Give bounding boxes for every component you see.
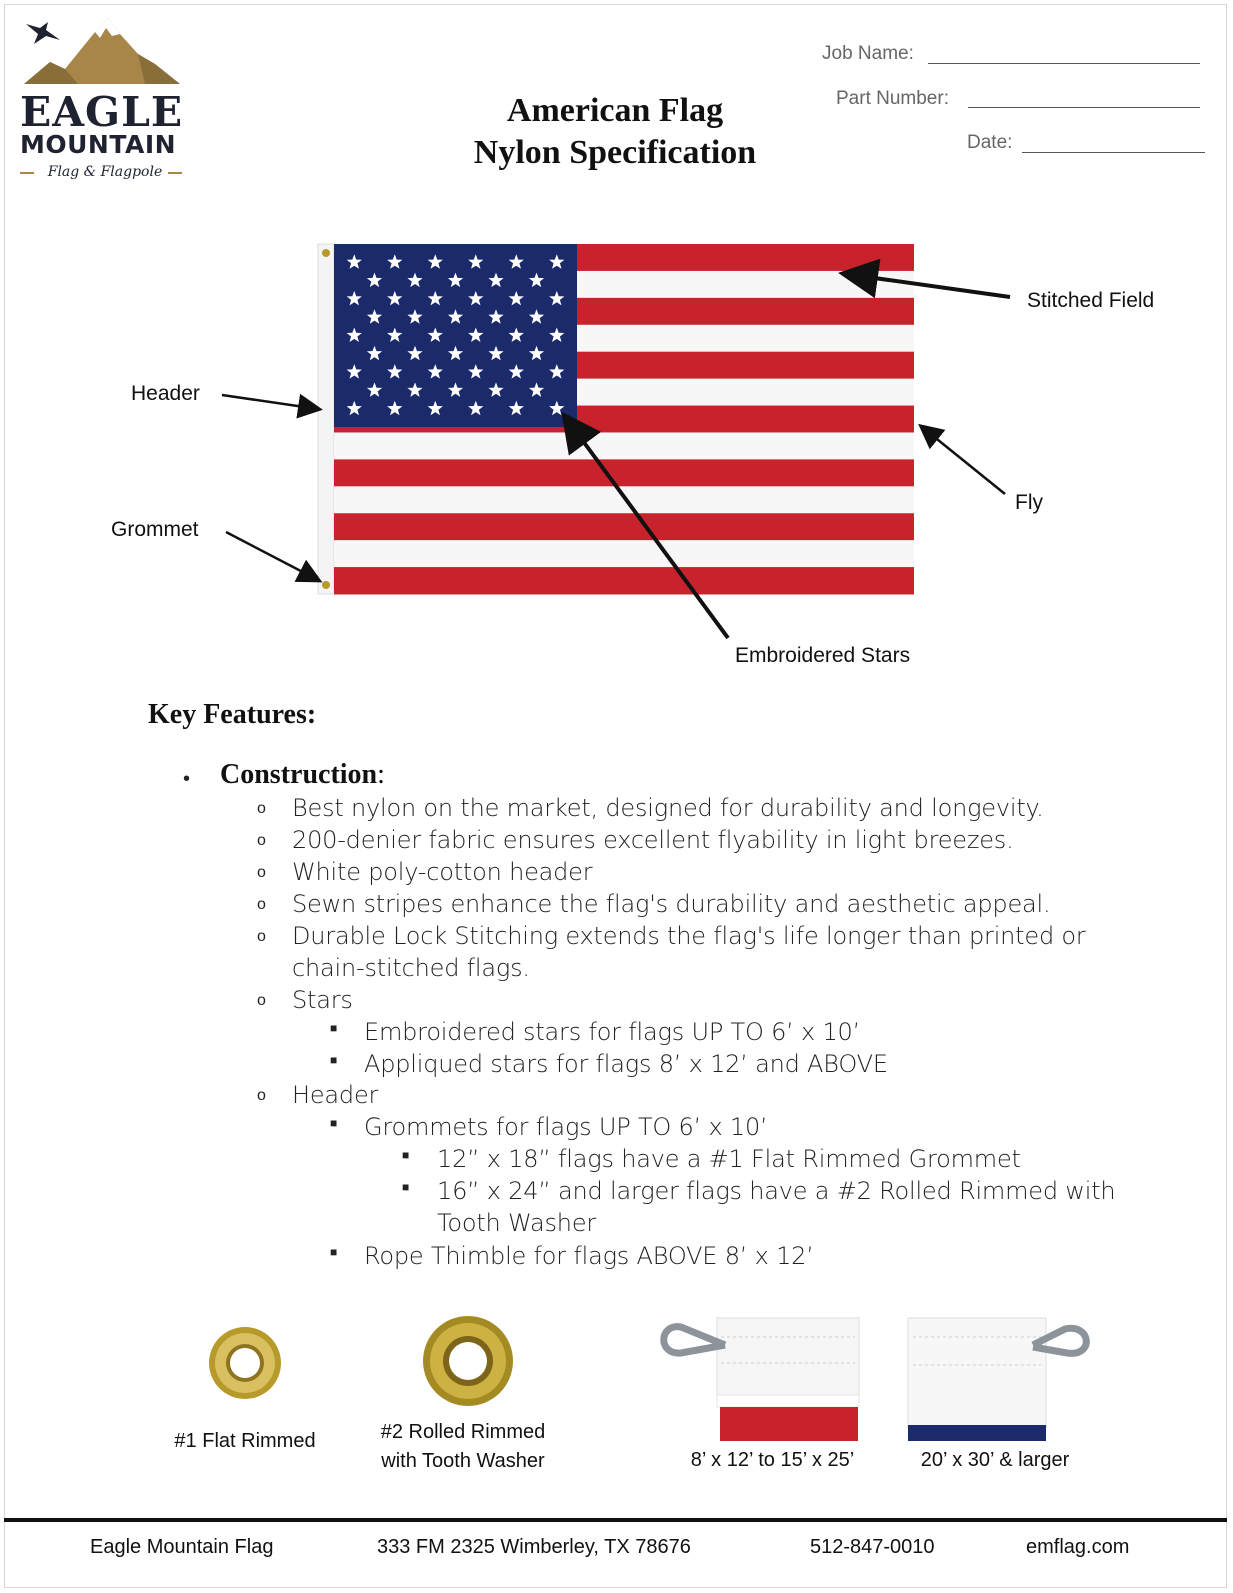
bullet-square: ■ — [330, 1116, 338, 1130]
header-item: Rope Thimble for flags ABOVE 8’ x 12’ — [364, 1242, 814, 1270]
thimble-large-flag-icon — [905, 1315, 1100, 1441]
flag-stripe — [334, 567, 914, 594]
logo-tagline: Flag & Flagpole — [47, 164, 163, 180]
flag-stripe — [334, 540, 914, 567]
flag-header-strip — [318, 244, 334, 594]
bullet-circle: o — [257, 800, 266, 817]
bullet-square: ■ — [330, 1021, 338, 1035]
grommet-item: 16” x 24” and larger flags have a #2 Rolled Rimmed with — [437, 1177, 1116, 1205]
rolled-rimmed-caption-line1: #2 Rolled Rimmed — [380, 1421, 546, 1443]
bullet-circle: o — [257, 992, 266, 1009]
stars-item: Appliqued stars for flags 8’ x 12’ and ABOVE — [364, 1050, 888, 1078]
bullet-disc: • — [183, 768, 191, 790]
header-item: Grommets for flags UP TO 6’ x 10’ — [364, 1113, 768, 1141]
header-arrow — [222, 395, 318, 409]
stars-item: Embroidered stars for flags UP TO 6’ x 10’ — [364, 1018, 861, 1046]
stars-heading: Stars — [292, 986, 353, 1014]
construction-colon: : — [377, 759, 385, 790]
bullet-circle: o — [257, 832, 266, 849]
flag-canton — [334, 244, 577, 427]
flag-diagram — [0, 0, 1233, 680]
grommet-label: Grommet — [111, 518, 199, 541]
page-title-line2: Nylon Specification — [473, 134, 757, 171]
bullet-square: ■ — [330, 1053, 338, 1067]
footer-rule — [4, 1518, 1227, 1522]
bullet-circle: o — [257, 928, 266, 945]
rolled-rimmed-grommet-icon — [420, 1313, 516, 1409]
grommet-arrow — [226, 532, 318, 580]
key-features-heading: Key Features: — [148, 699, 317, 730]
thimble-small-caption: 8’ x 12’ to 15’ x 25’ — [690, 1449, 855, 1471]
top-grommet-icon — [322, 249, 330, 257]
footer-company: Eagle Mountain Flag — [90, 1536, 274, 1558]
construction-bullet: Best nylon on the market, designed for durability and longevity. — [292, 794, 1044, 822]
flat-rimmed-grommet-icon — [205, 1323, 285, 1403]
footer-website-link[interactable]: emflag.com — [1026, 1536, 1130, 1558]
stitched-field-label: Stitched Field — [1027, 289, 1155, 312]
construction-bullet: Sewn stripes enhance the flag's durability and aesthetic appeal. — [292, 890, 1051, 918]
flag-stripe — [334, 459, 914, 486]
flat-rimmed-caption: #1 Flat Rimmed — [174, 1430, 316, 1452]
thimble-small-flag-icon — [655, 1315, 865, 1441]
embroidered-stars-label: Embroidered Stars — [735, 644, 911, 667]
bullet-square: ■ — [402, 1180, 410, 1194]
logo-line-eagle: EAGLE — [20, 88, 184, 136]
bottom-grommet-icon — [322, 581, 330, 589]
logo-line-mountain: MOUNTAIN — [20, 130, 177, 159]
construction-bullet: White poly-cotton header — [292, 858, 593, 886]
grommet-item: 12” x 18” flags have a #1 Flat Rimmed Grommet — [437, 1145, 1021, 1173]
job-name-label: Job Name: — [822, 43, 914, 64]
footer-phone[interactable]: 512-847-0010 — [810, 1536, 935, 1558]
footer-address: 333 FM 2325 Wimberley, TX 78676 — [377, 1536, 691, 1558]
header-label: Header — [131, 382, 200, 405]
grommet-item-continued: Tooth Washer — [437, 1209, 597, 1237]
bullet-square: ■ — [402, 1148, 410, 1162]
fly-label: Fly — [1015, 491, 1043, 514]
bullet-circle: o — [257, 864, 266, 881]
construction-heading — [220, 759, 385, 791]
date-label: Date: — [967, 132, 1013, 153]
construction-bullet-continued: chain-stitched flags. — [292, 954, 530, 982]
construction-bullet: Durable Lock Stitching extends the flag's life longer than printed or — [292, 922, 1086, 950]
flag-stripe — [334, 513, 914, 540]
header-heading: Header — [292, 1081, 379, 1109]
bullet-circle: o — [257, 896, 266, 913]
flag-image — [318, 244, 914, 595]
rolled-rimmed-caption-line2: with Tooth Washer — [381, 1450, 545, 1472]
construction-label: Construction — [220, 759, 378, 790]
flag-stripe — [334, 432, 914, 459]
part-number-label: Part Number: — [836, 88, 949, 109]
bullet-square: ■ — [330, 1245, 338, 1259]
thimble-large-caption: 20’ x 30’ & larger — [920, 1449, 1070, 1471]
bullet-circle: o — [257, 1087, 266, 1104]
construction-bullet: 200-denier fabric ensures excellent flyability in light breezes. — [292, 826, 1014, 854]
page-title-line1: American Flag — [506, 92, 724, 129]
fly-arrow — [922, 427, 1005, 494]
